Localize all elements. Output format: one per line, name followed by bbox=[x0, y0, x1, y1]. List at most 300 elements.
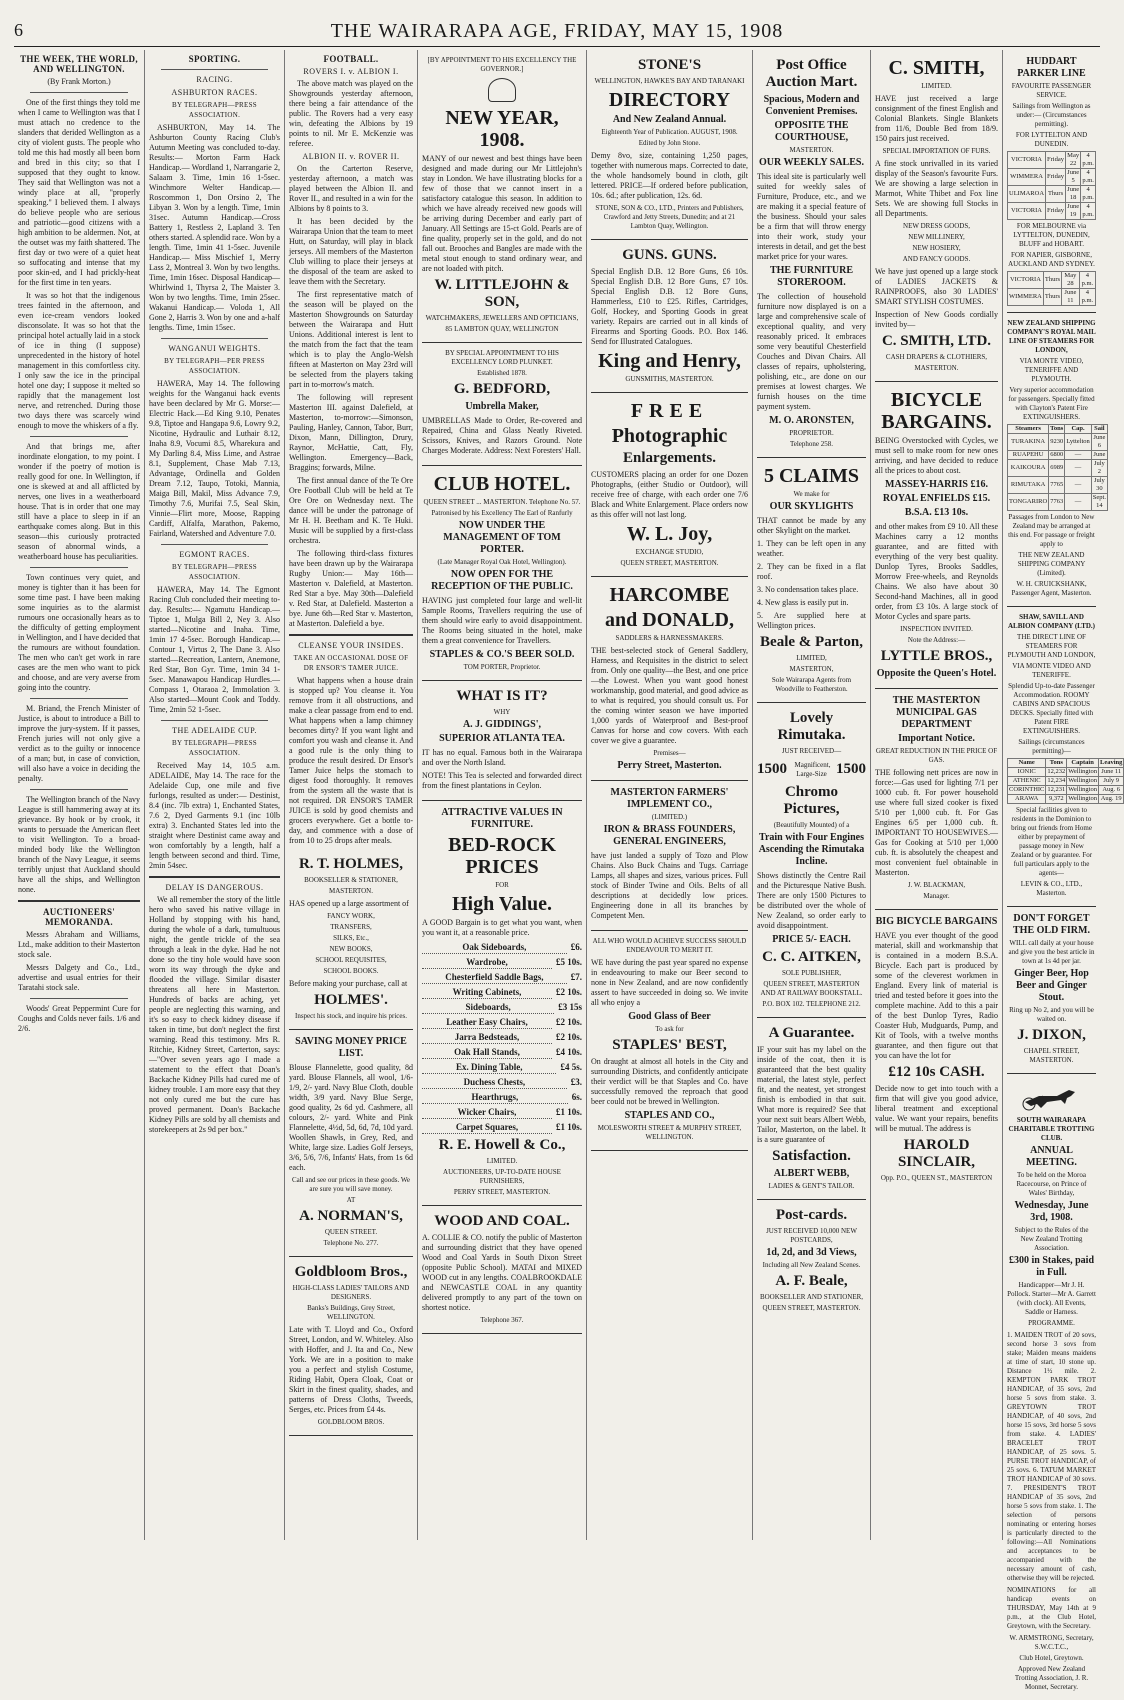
advertiser-phone: Telephone 367. bbox=[480, 1316, 524, 1324]
advert-text: Including all New Zealand Scenes. bbox=[762, 1261, 861, 1269]
advert-text: NOMINATIONS for all handicap events on THURSDAY, May 14th at 9 p.m., at the Club Hotel, Greytown, with the Secretary. bbox=[1007, 1586, 1096, 1630]
advert-title: Enlargements. bbox=[623, 450, 716, 466]
newspaper-title: THE WAIRARAPA AGE, FRIDAY, MAY 15, 1908 bbox=[330, 20, 784, 42]
advert-rimutaka bbox=[757, 703, 866, 1018]
price-row bbox=[422, 1046, 582, 1059]
advertiser-trade: WATCHMAKERS, JEWELLERS AND OPTICIANS, bbox=[425, 314, 579, 322]
match-report: The above match was played on the Showgrounds yesterday afternoon, there being a fair attendance of the public. The Rovers had a very easy win, defeating the Albions by 19 points to nil. Mr E. McKenzie was referee. bbox=[289, 79, 413, 148]
schedule-cell: 4 p.m. bbox=[1082, 186, 1094, 201]
article-heading: THE WEEK, THE WORLD, AND WELLINGTON. bbox=[20, 54, 138, 74]
auction-heading: AUCTIONEERS' MEMORANDA. bbox=[42, 907, 116, 927]
race-title: THE ADELAIDE CUP. bbox=[172, 726, 257, 735]
price-item: Leather Easy Chairs, bbox=[422, 1016, 552, 1029]
price-label: £12 10s CASH. bbox=[888, 1064, 985, 1080]
advert-text: Passages from London to New Zealand may be arranged at this end. For passage or freight apply to bbox=[1008, 513, 1095, 548]
price-value: £6. bbox=[570, 942, 582, 952]
advert-postcards bbox=[757, 1200, 866, 1321]
advert-title: DIRECTORY bbox=[608, 89, 731, 111]
race-results: ASHBURTON, May 14. The Ashburton County Racing Club's Autumn Meeting was concluded to-day. Results:— Morton Farm Hack Handicap.— Wordland 1, Narrangarie 2, Salaam 3. Time, 1min 16 1-5sec. Winchmore Welter Handicap.— Roscommon 1, Don Orsino 2, The Libyan 3. Won by a length. Time, 1min 31sec. Autumn Handicap.—Cross Battery 1, Restless 2, Lapland 3. Ten others started. A splendid race. Won by a length. Time, 1min 41 1-5sec. Juvenile Handicap.— Miss Mischief 1, Merry Lass 2, Montreal 3. Won by two lengths. Time, 1min 16sec. Disposal Handicap—Whirlwind 1, Thyrsa 2, The Maister 3. Won by two lengths. Time, 1min 25sec. Wakanui Handicap.— Voloda 1, All Gone 2, Harris 3. Won by one and a-half lengths. Time, 1min 15sec. bbox=[149, 123, 280, 332]
advertiser-name: W. L. Joy, bbox=[626, 523, 713, 545]
column-sporting bbox=[145, 50, 285, 1540]
table-cell: Wellington bbox=[1068, 768, 1097, 775]
table-cell: Aug. 6 bbox=[1099, 786, 1124, 795]
paragraph: The following will represent Masterton III. against Dalefield, at Masterton, to-morrow:—Simonson, Pauling, Hanley, Cannon, Tabor, Burr, Dixon, Mann, Dillington, Drury, Raynor, McHattie, Catt, Fly, Wellington. Emergency—Back, Braggins; forwards, Milne. bbox=[289, 393, 413, 472]
table-row bbox=[1008, 795, 1124, 804]
advert-title: WHAT IS IT? bbox=[456, 688, 548, 704]
advert-albert-webb bbox=[757, 1018, 866, 1200]
schedule-cell: WIMMERA bbox=[1008, 289, 1044, 306]
advertiser-address: Opposite the Queen's Hotel. bbox=[876, 668, 997, 679]
advertiser-address: QUEEN STREET ... MASTERTON. Telephone No. 57. bbox=[423, 498, 581, 506]
advertiser-name: W. LITTLEJOHN & SON, bbox=[434, 277, 570, 310]
advertiser-name: ALBERT WEBB, bbox=[773, 1168, 850, 1179]
schedule-row bbox=[1008, 186, 1096, 203]
column-week-world bbox=[14, 50, 145, 1540]
advertiser-address: CHAPEL STREET, MASTERTON. bbox=[1023, 1047, 1080, 1064]
advert-text: Splendid Up-to-date Passenger Accommodation. ROOMY CABINS AND SPACIOUS DECKS. Specially fitted with Patent FIRE EXTINGUISHERS. bbox=[1008, 682, 1095, 735]
advertiser-name: SOUTH WAIRARAPA CHARITABLE TROTTING CLUB. bbox=[1008, 1116, 1095, 1142]
advertiser-signature: GOLDBLOOM BROS. bbox=[317, 1418, 385, 1426]
table-cell: 7765 bbox=[1049, 477, 1065, 494]
table-cell: RIMUTAKA bbox=[1008, 477, 1049, 494]
advert-heading: DELAY IS DANGEROUS. bbox=[165, 883, 264, 892]
schedule-row bbox=[1008, 169, 1096, 186]
advert-subtitle: FAVOURITE PASSENGER SERVICE. bbox=[1011, 82, 1092, 99]
advert-heading: £300 in Stakes, paid in Full. bbox=[1008, 1255, 1095, 1278]
schedule-cell: VICTORIA bbox=[1008, 203, 1046, 220]
price-label: MASSEY-HARRIS £16. bbox=[885, 479, 988, 490]
advert-text: WE have during the past year spared no expense in endeavouring to make our Beer second to none in New Zealand, and are now confidently assert to have succeeded in doing so. We invite all who enjoy a bbox=[591, 958, 748, 1007]
advert-text: THAT cannot be made by any other Skylight on the market. bbox=[757, 516, 866, 535]
price-label: B.S.A. £13 10s. bbox=[904, 507, 969, 518]
table-cell: 6989 bbox=[1049, 460, 1065, 477]
claim-item: 4. New glass is easily put in. bbox=[757, 598, 849, 607]
advert-text: On draught at almost all hotels in the City and surrounding Districts, and confidently anticipate their verdict will be that Staples and Co. have successfully removed the reproach that good beer could not be brewed in Wellington. bbox=[591, 1057, 748, 1106]
advert-text: Edited by John Stone. bbox=[638, 139, 701, 147]
advertiser-name: STAPLES AND CO., bbox=[624, 1110, 715, 1121]
advert-dixon bbox=[1007, 907, 1096, 1074]
paragraph: It was so hot that the indigenous trees fainted in the afternoon, and even ice-cream vendors looked disconsolate. It was so hot that the principal hotel actually laid in a stock of ice in thing (I suppose) unprecedented in the history of hotel management in this comfortless city. I only saw the ice in the principal hotel one day; I suppose it melted so rapidly that the management lost nerve, and retrenched. During those two days there was scarcely wind enough to move the whiskers of a fly. bbox=[18, 291, 140, 430]
advert-text: WELLINGTON, HAWKE'S BAY AND TARANAKI bbox=[594, 77, 745, 85]
advert-text: WHY bbox=[493, 708, 511, 716]
price-item: Carpet Squares, bbox=[422, 1121, 552, 1134]
table-cell: July 2 bbox=[1091, 460, 1107, 477]
advert-title: HUDDART PARKER LINE bbox=[1017, 56, 1086, 79]
table-cell: Wellington bbox=[1068, 786, 1097, 793]
advert-text: NOW OPEN FOR THE RECEPTION OF THE PUBLIC. bbox=[431, 569, 573, 592]
route-heading: FOR MELBOURNE via LYTTELTON, DUNEDIN, BLUFF and HOBART. bbox=[1013, 222, 1090, 248]
advert-text: We make for bbox=[793, 490, 830, 498]
advert-text: CUSTOMERS placing an order for one Dozen Photographs, (either Studio or Outdoor), will receive free of charge, with each order one 7/6 Black and White Enlargement. Place orders now as this offer will not last long. bbox=[591, 470, 748, 519]
source-line: BY TELEGRAPH—PRESS ASSOCIATION. bbox=[172, 739, 257, 757]
advert-goldbloom bbox=[289, 1257, 413, 1436]
table-cell: Steamers bbox=[1008, 425, 1049, 434]
table-row bbox=[1008, 494, 1108, 511]
price-row bbox=[422, 941, 582, 954]
advertiser-name: A. F. Beale, bbox=[775, 1273, 848, 1289]
advert-text: Handicapper—Mr J. H. Pollock. Starter—Mr A. Garrett (with clock). All Events, Saddle or Harness. bbox=[1007, 1281, 1096, 1316]
table-header-row bbox=[1008, 759, 1124, 768]
sailing-schedule bbox=[1007, 271, 1096, 306]
column-adverts-c bbox=[753, 50, 871, 1540]
table-row bbox=[1008, 786, 1124, 795]
advert-text: and other makes from £9 10. All these Machines carry a 12 months guarantee, and are fitted with everything of the very best quality. Dunlop Tyres, Brooks Saddles, Morrow Free-wheels, and Reynolds Chains. We also have about 30 Second-hand Machines, all in good order, from £3 10s. A large stock of Motor Cycles and spare parts. bbox=[875, 522, 998, 621]
appointment-line: [BY APPOINTMENT TO HIS EXCELLENCY THE GOVERNOR.] bbox=[427, 56, 577, 73]
price-value: £4 5s. bbox=[560, 1062, 582, 1072]
advert-text: What happens when a house drain is stopped up? You cleanse it. You remove from it all obstructions, and make a clear passage from end to end. What happens when a lamp chimney becomes dirty? If you want light and comfort you wash and cleanse it. And a good rule is the only thing to produce the result desired. Dr Ensor's Tamer Juice helps the stomach to digest food thoroughly. It removes from the system all the waste that is not required. DR ENSOR'S TAMER JUICE is sold by good chemists and grocers everywhere. Get a bottle to-day, and commence with a dose of from 10 to 25 drops after meals. bbox=[289, 676, 413, 845]
table-cell: ARAWA bbox=[1008, 795, 1046, 804]
schedule-cell: May 22 bbox=[1067, 152, 1080, 167]
appointment-line: BY SPECIAL APPOINTMENT TO HIS EXCELLENCY LORD PLUNKET. bbox=[445, 349, 559, 366]
advertiser-trade: IRON & BRASS FOUNDERS, GENERAL ENGINEERS, bbox=[603, 824, 736, 847]
table-row bbox=[1008, 460, 1108, 477]
quantity-number: 1500 bbox=[836, 761, 866, 777]
department-item: AND FANCY GOODS. bbox=[902, 255, 971, 263]
sailing-schedule bbox=[1007, 151, 1096, 220]
advertiser-name: HAROLD SINCLAIR, bbox=[897, 1137, 976, 1170]
schedule-cell: 4 p.m. bbox=[1082, 169, 1094, 184]
advert-text: Premises— bbox=[653, 749, 686, 757]
advertiser-address: PERRY STREET, MASTERTON. bbox=[453, 1188, 551, 1196]
price-row bbox=[422, 1121, 582, 1134]
advert-text: MANY of our newest and best things have been designed and made during our Mr Littlejohn's stay in London. We have illustrating blocks for a few of those that we cannot insert in a satisfactory catalogue this season. In addition to which we have already received new goods will be arriving during December and early part of January. All Settings are 15-ct Gold. Pearls are of fine quality, properly set in the gold, and do not fall out. Brooches and Bangles are made with the metal stout enough to stand ordinary wear, and are not loaded with pitch. bbox=[422, 154, 582, 273]
advertiser-trade: HIGH-CLASS LADIES' TAILORS AND DESIGNERS. bbox=[292, 1284, 410, 1301]
table-cell: June 6 bbox=[1091, 434, 1107, 451]
management-line: NOW UNDER THE MANAGEMENT OF TOM PORTER. bbox=[443, 520, 561, 555]
advertiser-name: LYTTLE BROS., bbox=[880, 648, 993, 664]
advert-text: NOTE! This Tea is selected and forwarded direct from the finest plantations in Ceylon. bbox=[422, 771, 582, 790]
price-row bbox=[422, 1001, 582, 1014]
advert-text: Eighteenth Year of Publication. AUGUST, 1908. bbox=[601, 128, 738, 136]
advertiser-address: Club Hotel, Greytown. bbox=[1019, 1654, 1084, 1662]
schedule-row bbox=[1008, 272, 1096, 289]
advert-text: AT bbox=[346, 1196, 356, 1204]
advert-huddart-parker bbox=[1007, 50, 1096, 313]
price-value: £2 10s. bbox=[555, 1032, 582, 1042]
product-name: Ginger Beer, Hop Beer and Ginger Stout. bbox=[1014, 968, 1089, 1003]
advertiser-town: MASTERTON. bbox=[914, 364, 959, 372]
race-title: EGMONT RACES. bbox=[179, 550, 250, 559]
advert-text: Special facilities given to residents in the Dominion to bring out friends from Home either by prepayment of passage money in New Zealand or by guarantee. For full particulars apply to the agents— bbox=[1010, 806, 1093, 877]
advert-holmes bbox=[289, 849, 413, 1030]
table-cell: Lyttelton bbox=[1065, 434, 1091, 451]
match-title: ROVERS I. v. ALBION I. bbox=[303, 67, 399, 76]
advert-title: THE MASTERTON MUNICIPAL GAS DEPARTMENT bbox=[892, 695, 981, 730]
advert-text: This ideal site is particularly well suited for weekly sales of Furniture, Produce, etc., and we are making it a special feature of the business. Should your sales be a firm that will throw energy into their work, study your interests in detail, and get the best market price for your wares. bbox=[757, 172, 866, 261]
steamer-table bbox=[1007, 424, 1108, 511]
table-cell: — bbox=[1065, 477, 1091, 494]
schedule-cell: June 19 bbox=[1067, 203, 1080, 218]
advert-text: HAVE just received a large consignment of the finest English and Colonial Blankets. Single Blankets from 11/6, Double Bed from 18/9. 150 pairs just received. bbox=[875, 94, 998, 143]
column-adverts-d bbox=[871, 50, 1003, 1540]
masthead bbox=[14, 18, 1100, 47]
advert-text: A fine stock unrivalled in its varied display of the Season's favourite Furs. We are showing a large selection in Marmot, White Thibet and Fox line Sets. We are showing full Stocks in all Departments. bbox=[875, 159, 998, 218]
table-cell: 12,232 bbox=[1047, 768, 1066, 775]
advertiser-name: King and Henry, bbox=[598, 350, 741, 372]
advertiser-name: HOLMES'. bbox=[314, 992, 388, 1008]
trotting-horse-icon bbox=[1017, 1082, 1087, 1112]
advertiser-town: MASTERTON, bbox=[789, 665, 834, 673]
advert-text: A GOOD Bargain is to get what you want, when you want it, at a reasonable price. bbox=[422, 918, 582, 937]
advert-subheading: TAKE AN OCCASIONAL DOSE OF DR ENSOR'S TAMER JUICE. bbox=[293, 654, 409, 672]
schedule-cell: June 11 bbox=[1062, 289, 1080, 306]
schedule-cell: May 28 bbox=[1062, 272, 1080, 289]
column-adverts-b bbox=[587, 50, 753, 1540]
advertiser-name: R. T. HOLMES, bbox=[298, 856, 404, 872]
price-label: PRICE 5/- EACH. bbox=[772, 934, 851, 945]
patron-line: Patronised by his Excellency The Earl of Ranfurly bbox=[431, 509, 573, 517]
price-value: £1 10s. bbox=[555, 1122, 582, 1132]
furniture-price-list bbox=[422, 941, 582, 1134]
advertiser-name: C. SMITH, LTD. bbox=[881, 333, 992, 349]
advert-title: BICYCLE BARGAINS. bbox=[881, 389, 992, 433]
advert-text: JUST RECEIVED— bbox=[781, 747, 842, 755]
price-row bbox=[422, 971, 582, 984]
table-cell: TONGARIRO bbox=[1008, 494, 1049, 511]
advert-text: To ask for bbox=[655, 1025, 684, 1033]
advert-text: BEING Overstocked with Cycles, we must sell to make room for new ones arriving, and have decided to reduce all the prices to about cost. bbox=[875, 436, 998, 475]
advert-title: Satisfaction. bbox=[772, 1148, 851, 1164]
schedule-cell: Thurs bbox=[1046, 186, 1066, 203]
advertiser-trade: BOOKSELLER AND STATIONER, bbox=[759, 1293, 864, 1301]
advert-title: High Value. bbox=[451, 893, 553, 915]
table-cell: RUAPEHU bbox=[1008, 451, 1049, 460]
price-row bbox=[422, 956, 582, 969]
advert-text: Call and see our prices in these goods. We are sure you will save money. bbox=[291, 1176, 411, 1193]
advertiser-signature: J. W. BLACKMAN, bbox=[907, 881, 966, 889]
price-item: Chesterfield Saddle Bags, bbox=[422, 971, 567, 984]
claim-item: 2. They can be fixed in a flat roof. bbox=[757, 562, 866, 581]
advertiser-name: THE NEW ZEALAND SHIPPING COMPANY (Limited). bbox=[1017, 551, 1086, 577]
advertiser-name: M. O. ARONSTEN, bbox=[769, 415, 854, 426]
table-cell: ATHENIC bbox=[1008, 777, 1046, 786]
advertiser-phone: Telephone No. 277. bbox=[323, 1239, 379, 1247]
table-cell: Cap. bbox=[1065, 425, 1091, 434]
table-cell: 9,372 bbox=[1046, 795, 1067, 804]
race-results: HAWERA, May 14. The Egmont Racing Club concluded their meeting to-day. Results:— Ngamutu Handicap.— Tiptoe 1, Mulga Bill 2, Ney 3. Also started—Nicotine and Inaha. Time, 1min 17 4-5sec. Borough Handicap.— Contour 1, Virtus 2, The Dane 3. Also started—Recreation, Lantern, Anemone, Red Star, Bon Gyr. Time, 1min 34 1-5sec. Manawapou Handicap Hurdles.— Compass 1, Otaraoa 2, Immolation 3. Also started—Mount Cook and Toddy. Time, 2min 52 1-5sec. bbox=[149, 585, 280, 714]
advertiser-name: C. C. AITKEN, bbox=[762, 949, 861, 965]
advert-text: PROPRIETOR. bbox=[789, 429, 834, 437]
advert-text: Manager. bbox=[923, 892, 950, 900]
advert-guns bbox=[591, 240, 748, 393]
advertiser-trade: BOOKSELLER & STATIONER, bbox=[304, 876, 398, 884]
advert-subtitle: Important Notice. bbox=[898, 733, 975, 744]
schedule-cell: Friday bbox=[1046, 203, 1066, 220]
source-line: BY TELEGRAPH—PER PRESS ASSOCIATION. bbox=[164, 357, 265, 375]
advert-post-office-mart bbox=[757, 50, 866, 458]
section-heading: SPORTING. bbox=[188, 54, 241, 64]
advert-text: We all remember the story of the little hero who saved his native village in Holland by stopping with his hand, during the whole of a dark, tumultuous night, the gentle trickle of the sea through a leak in the dyke. Had he not done so the tiny hole would have soon worn its way through the dyke and flooded the village. Similar disaster threatens all here in Masterton. Hundreds of backs are aching, yet people are neglecting this warning, and it's so easy to check kidney disease if taken in time, but don't neglect the first warning. Read this testimony. Mrs R. Ritchie, Kidney Street, Carterton, says:—"Over seven years ago I made a statement to the effect that Doan's Backache Kidney Pills had cured me of kidney trouble. I am more easy that they not only cured me but the cure has proved permanent. Doan's Backache Kidney Pills are sold by all chemists and storekeepers at 2s 9d per box." bbox=[149, 895, 280, 1134]
schedule-cell: June 18 bbox=[1067, 186, 1080, 201]
paragraph: The first representative match of the season will be played on the Masterton Showgrounds on Saturday between the Wairarapa and Hutt Unions. Additional interest is lent to the match from the fact that the team which is to play the Anglo-Welsh fifteen at Masterton on May 23rd will be selected from the players taking part in to-morrow's match. bbox=[289, 290, 413, 389]
advert-c-smith bbox=[875, 50, 998, 382]
advertiser-address: QUEEN STREET. bbox=[324, 1228, 378, 1236]
table-cell: IONIC bbox=[1008, 768, 1046, 777]
price-item: Oak Hall Stands, bbox=[422, 1046, 552, 1059]
event-date: Wednesday, June 3rd, 1908. bbox=[1014, 1200, 1089, 1223]
table-row bbox=[1008, 451, 1108, 460]
advert-text: LIMITED. bbox=[921, 82, 952, 90]
race-title: WANGANUI WEIGHTS. bbox=[168, 344, 261, 353]
advert-farmers-implement bbox=[591, 781, 748, 931]
advert-text: (Late Manager Royal Oak Hotel, Wellington). bbox=[437, 558, 567, 566]
schedule-cell: Thurs bbox=[1043, 272, 1061, 289]
paragraph: The following third-class fixtures have been drawn up by the Wairarapa Rugby Union:— May 16th—Masterton v. Dalefield, at Masterton. Red Star a bye. May 30th—Dalefield v. Red Star, at Dalefield. Masterton a bye. June 6th—Red Star v. Masterton, at Masterton. Dalefield a bye. bbox=[289, 549, 413, 628]
column-football bbox=[285, 50, 418, 1540]
advert-title: FREE bbox=[630, 400, 709, 422]
price-row bbox=[422, 1106, 582, 1119]
table-cell: June 11 bbox=[1099, 768, 1124, 777]
price-item: Sideboards, bbox=[422, 1001, 554, 1014]
advert-trotting-club bbox=[1007, 1074, 1096, 1700]
price-value: £1 10s. bbox=[555, 1107, 582, 1117]
advert-staples-beer bbox=[591, 931, 748, 1151]
advert-title: NEW ZEALAND SHIPPING COMPANY'S ROYAL MAIL LINE OF STEAMERS FOR LONDON, bbox=[1007, 319, 1096, 354]
schedule-cell: VICTORIA bbox=[1008, 152, 1046, 169]
advert-subtitle: Spacious, Modern and Convenient Premises. bbox=[763, 94, 860, 117]
price-row bbox=[422, 1016, 582, 1029]
paragraph: It has been decided by the Wairarapa Union that the team to meet Hutt, on Saturday, will play in black jerseys. All members of the Masterton Club willing to place their jerseys at the disposal of the team are asked to leave them with the Secretary. bbox=[289, 217, 413, 286]
advert-photographic bbox=[591, 393, 748, 577]
advertiser-town: MASTERTON. bbox=[789, 146, 834, 154]
advert-text: Decide now to get into touch with a firm that will give you good advice, liberal treatment and exceptional value. We want your repairs, benefits will be mutual. The address is bbox=[875, 1084, 998, 1133]
paragraph: Town continues very quiet, and money is tighter than it has been for some time past. I have been making some inquiries as to the alarmist rumours one occasionally hears as to the difficulty of getting employment in Wellington, and I have decided that the rumours are without foundation. The men who can't get work in rare cases are the men who want to pick and choose, and are very averse from going into the country. bbox=[18, 573, 140, 692]
advertiser-name: HARCOMBE bbox=[609, 584, 730, 606]
schedule-cell: ULIMAROA bbox=[1008, 186, 1046, 203]
route-heading: FOR NAPIER, GISBORNE, AUCKLAND AND SYDNEY. bbox=[1008, 251, 1095, 268]
advert-text: (Beautifully Mounted) of a bbox=[773, 821, 850, 829]
advert-text: HAVING just completed four large and well-lit Sample Rooms, Travellers requiring the use of them should wire early to avoid disappointment. The Rooms being situated in the hotel, make them a great convenience for Travellers. bbox=[422, 596, 582, 645]
advert-heading: SAVING MONEY PRICE LIST. bbox=[295, 1036, 407, 1059]
advert-text: Sailings from Wellington as under:— (Circumstances permitting). bbox=[1012, 102, 1091, 128]
advert-text: Note the Address:— bbox=[907, 636, 966, 644]
table-row bbox=[1008, 477, 1108, 494]
advert-gas-department bbox=[875, 689, 998, 910]
advertiser-trade: SADDLERS & HARNESSMAKERS. bbox=[615, 634, 724, 642]
advertiser-name: A. NORMAN'S, bbox=[299, 1208, 403, 1224]
advertiser-trade: SOLE PUBLISHER, bbox=[781, 969, 842, 977]
advertiser-address: Banks's Buildings, Grey Street, WELLINGTON. bbox=[307, 1304, 395, 1321]
table-cell: KAIKOURA bbox=[1008, 460, 1049, 477]
table-cell: July 30 bbox=[1091, 477, 1107, 494]
price-item: Wicker Chairs, bbox=[422, 1106, 552, 1119]
price-item: Hearthrugs, bbox=[422, 1091, 568, 1104]
quantity-number: 1500 bbox=[757, 761, 787, 777]
price-value: £3. bbox=[570, 1077, 582, 1087]
advert-text: Demy 8vo, size, containing 1,250 pages, together with numerous maps. Corrected to date, the whole handsomely bound in cloth, gilt lettered. PRICE—If ordered before publication, 10s. 6d.; after publication, 12s. 6d. bbox=[591, 151, 748, 200]
table-cell: — bbox=[1065, 451, 1091, 460]
advert-subtitle: VIA MONTE VIDEO, TENERIFFE AND PLYMOUTH. bbox=[1019, 357, 1084, 383]
advert-subtitle: And New Zealand Annual. bbox=[612, 114, 727, 125]
paragraph: Woods' Great Peppermint Cure for Coughs and Colds never fails. 1/6 and 2/6. bbox=[18, 1004, 140, 1033]
advert-text: To be held on the Moroa Racecourse, on Prince of Wales' Birthday, bbox=[1016, 1171, 1087, 1197]
price-item: Duchess Chests, bbox=[422, 1076, 567, 1089]
advert-text: Late with T. Lloyd and Co., Oxford Street, London, and W. Whiteley. Also with Hoffer, and J. Ita and Co., New York. We are in a position to make you a perfect and stylish Costume, Riding Habit, Opera Cloak, Coat or Skirt in the finest quality, shades, and patterns of Dress Cloths, Tweeds, Serges, etc. Prices from £4 4s. bbox=[289, 1325, 413, 1414]
schedule-row bbox=[1008, 203, 1096, 220]
table-cell: Sept. 14 bbox=[1092, 494, 1106, 509]
advert-text: The collection of household furniture now displayed is on a large and comprehensive scale of exceptional quality, and very reasonably priced. It embraces some very beautiful Chesterfield Couches and Divan Chairs. All classes of repairs, upholstering, polishing, etc., are done on our premises at lowest charges. We furnish houses on the time payment system. bbox=[757, 292, 866, 411]
steamer-table bbox=[1007, 758, 1124, 804]
advertiser-address: MOLESWORTH STREET & MURPHY STREET, WELLINGTON. bbox=[597, 1124, 742, 1141]
advert-subtitle: THE DIRECT LINE OF STEAMERS FOR PLYMOUTH AND LONDON, bbox=[1007, 633, 1096, 659]
advert-item: NEW BOOKS, bbox=[329, 945, 373, 953]
advert-nz-shipping bbox=[1007, 313, 1106, 607]
advertiser-trade: AUCTIONEERS, UP-TO-DATE HOUSE FURNISHERS, bbox=[443, 1168, 561, 1185]
paragraph: One of the first things they told me when I came to Wellington was that I must attach no credence to the slanders that derided Wellington as a city of violent gusts. The people who told me this had mostly all been born and bred in this city; so that I supposed that they ought to know. They said that Wellington was not a windy place at all, "properly speaking." I believed them. I always do believe people who are serious and patriotic—good citizens with a high ambition to be aldermen. Not, at the outset was my faith shattered. The first day or two were of a quiet heat so suffocating and intense that my poor skin-ed, and I had prickly-heat for the first time in ten years. bbox=[18, 98, 140, 287]
advert-title: WOOD AND COAL. bbox=[434, 1213, 570, 1229]
advertiser-address: QUEEN STREET, MASTERTON. bbox=[762, 1304, 861, 1312]
subsection-heading: RACING. bbox=[196, 75, 233, 84]
price-item: Writing Cabinets, bbox=[422, 986, 552, 999]
paragraph: The first annual dance of the Te Ore Ore Football Club will be held at Te Ore Ore on Wednesday next. The dance will be under the patronage of Mr H. H. Beetham and K. Te Huki. Music will be supplied by a first-class orchestra. bbox=[289, 476, 413, 545]
advertiser-name: LEVIN & CO., LTD., Masterton. bbox=[1020, 880, 1083, 897]
race-title: ASHBURTON RACES. bbox=[171, 88, 258, 97]
price-row bbox=[422, 986, 582, 999]
price-value: £2 10s. bbox=[555, 1017, 582, 1027]
advert-text: Good Glass of Beer bbox=[628, 1011, 711, 1022]
advert-bedford bbox=[422, 343, 582, 466]
advert-heading: OUR WEEKLY SALES. bbox=[759, 157, 864, 168]
advertiser-name: Goldbloom Bros., bbox=[294, 1264, 408, 1280]
advert-item: SCHOOL BOOKS. bbox=[323, 967, 379, 975]
schedule-cell: Thurs bbox=[1043, 289, 1061, 306]
advert-text: Very superior accommodation for passengers. Specially fitted with Clayton's Patent Fire EXTINGUISHERS. bbox=[1008, 386, 1095, 421]
advert-title: STONE'S bbox=[637, 57, 702, 73]
price-row bbox=[422, 1091, 582, 1104]
advert-heading: PROGRAMME. bbox=[1028, 1319, 1075, 1327]
advertiser-name: Beale & Parton, bbox=[760, 634, 863, 650]
advert-heading: THE FURNITURE STOREROOM. bbox=[769, 265, 854, 288]
advert-item: SILKS, Etc., bbox=[333, 934, 369, 942]
advert-title: Post Office Auction Mart. bbox=[765, 57, 858, 90]
advert-skylights bbox=[757, 458, 866, 703]
table-cell: Leaving bbox=[1100, 759, 1123, 766]
advert-text: HAS opened up a large assortment of bbox=[289, 899, 409, 908]
advertiser-address: 85 LAMBTON QUAY, WELLINGTON bbox=[445, 325, 559, 333]
advert-shaw-savill bbox=[1007, 607, 1123, 907]
advertiser-phone: Telephone 258. bbox=[789, 440, 834, 448]
advert-text: HAVE you ever thought of the good material, skill and workmanship that is contained in a modern B.S.A. Bicycle. Each part is produced by some of the cleverest workmen in England. Every link of material is tried and tested before it goes into the complete machine. Add to this a pair of the best Dunlop Tyres, Radio Coaster Hub, Mudguards, Pump, and Kit of Tools, with a twelve months guarantee, and then figure out that you can have the lot for bbox=[875, 931, 998, 1060]
advert-text: LIMITED, bbox=[796, 654, 827, 662]
price-row bbox=[422, 1031, 582, 1044]
advert-text: We have just opened up a large stock of LADIES JACKETS & RAINPROOFS, also 30 LADIES' SMART STYLISH COSTUMES. bbox=[875, 267, 998, 306]
advert-text: Sailings (circumstances permitting)— bbox=[1018, 738, 1085, 755]
price-value: £2 10s. bbox=[555, 987, 582, 997]
advert-title: Chromo Pictures, bbox=[783, 784, 840, 817]
schedule-cell: WIMMERA bbox=[1008, 169, 1046, 186]
match-report: On the Carterton Reserve, yesterday afternoon, a match was played between the Albion II. and Rover II., and resulted in a win for the Albions by 8 points to 3. bbox=[289, 164, 413, 213]
advert-heading: GREAT REDUCTION IN THE PRICE OF GAS. bbox=[875, 747, 998, 764]
advert-item: TRANSFERS, bbox=[330, 923, 372, 931]
advert-text: FOR bbox=[495, 881, 509, 889]
table-cell: 6800 bbox=[1050, 451, 1064, 458]
advert-text: Magnificent, Large-Size bbox=[794, 760, 831, 778]
product-name: STAPLES' BEST, bbox=[612, 1037, 727, 1053]
price-row bbox=[422, 1061, 582, 1074]
advert-heading: ALL WHO WOULD ACHIEVE SUCCESS SHOULD ENDEAVOUR TO MERIT IT. bbox=[592, 937, 747, 954]
price-value: £7. bbox=[570, 972, 582, 982]
advert-text: WILL call daily at your house and give you the best article in town at 1s 4d per jar. bbox=[1008, 939, 1095, 965]
schedule-cell: 4 p.m. bbox=[1079, 289, 1095, 306]
price-item: Oak Sideboards, bbox=[422, 941, 567, 954]
advert-heading: ATTRACTIVE VALUES IN FURNITURE. bbox=[441, 807, 563, 830]
paragraph: The Wellington branch of the Navy League is still hammering away at its grievance. By hook or by crook, it wants to persuade the American fleet to visit Wellington. To a broad-minded body like the Wellington branch of the Navy League, it seems terribly unjust that Auckland should have all the ships, and Wellington none. bbox=[18, 795, 140, 894]
advert-text: Inspection of New Goods cordially invited by— bbox=[875, 310, 998, 329]
advert-text: LIMITED. bbox=[486, 1157, 518, 1165]
section-heading: FOOTBALL. bbox=[323, 54, 379, 64]
advert-heading: 1d, 2d, and 3d Views, bbox=[766, 1247, 857, 1258]
price-value: £4 10s. bbox=[555, 1047, 582, 1057]
